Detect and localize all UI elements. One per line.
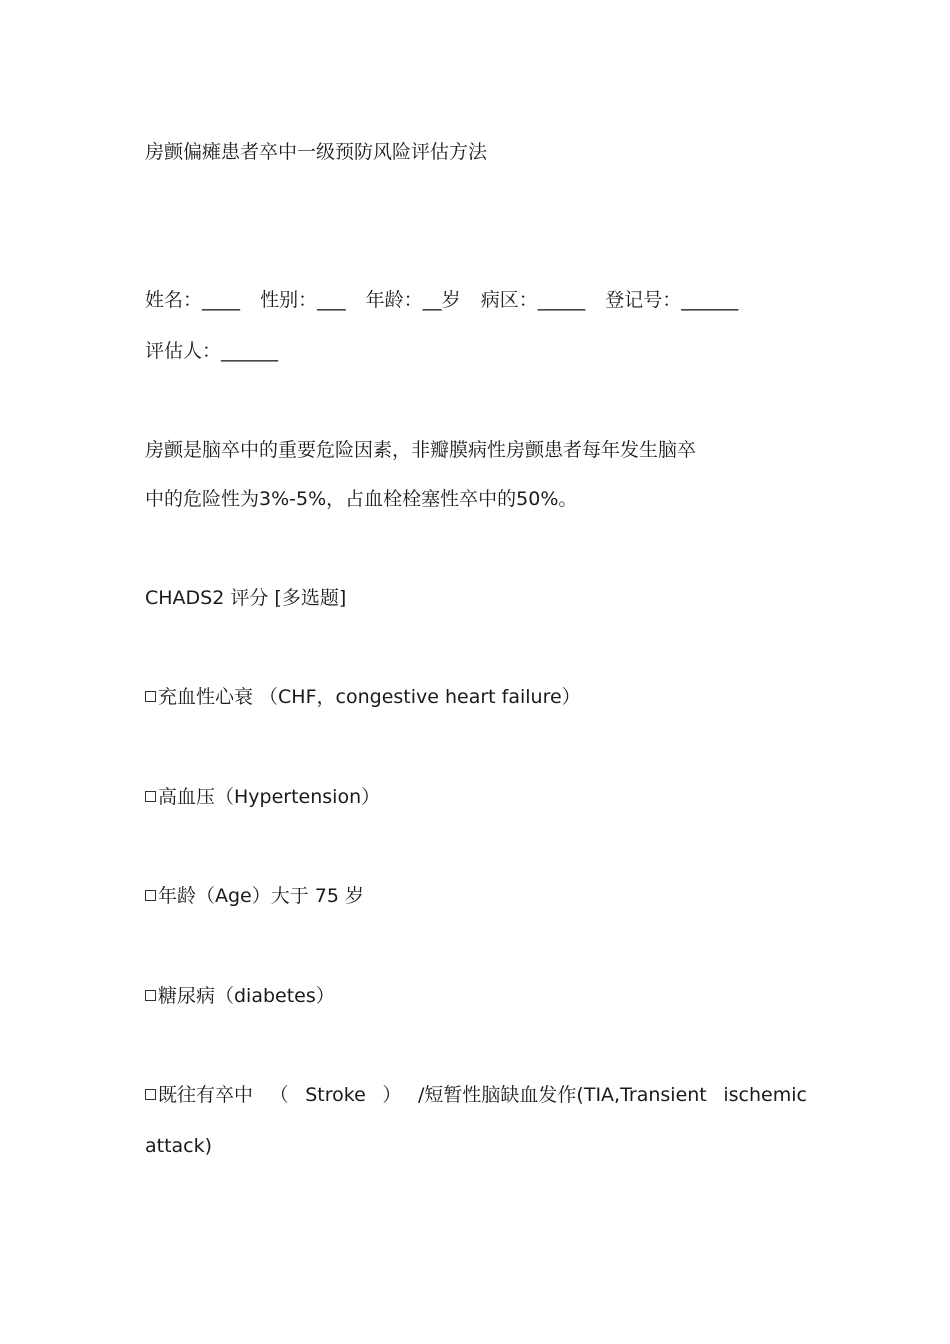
- option-label-part: Stroke: [305, 1084, 366, 1106]
- option-label-part: /短暂性脑缺血发作(TIA,Transient: [418, 1084, 707, 1106]
- name-field: 姓名：____: [145, 289, 241, 311]
- option-label: 糖尿病（diabetes）: [158, 985, 335, 1007]
- option-stroke-tia[interactable]: [145, 1082, 807, 1108]
- option-label-part: （: [269, 1084, 289, 1106]
- option-diabetes[interactable]: [145, 983, 807, 1009]
- checkbox-icon[interactable]: [145, 691, 156, 702]
- intro-paragraph-line-1: 房颤是脑卒中的重要危险因素，非瓣膜病性房颤患者每年发生脑卒: [145, 439, 697, 461]
- option-age[interactable]: [145, 883, 807, 909]
- age-field: 年龄：__岁: [365, 289, 461, 311]
- option-label: 年龄（Age）大于 75 岁: [158, 885, 365, 907]
- gender-field: 性别：___: [260, 289, 346, 311]
- checkbox-icon[interactable]: [145, 890, 156, 901]
- question-title: CHADS2 评分 [多选题]: [145, 587, 347, 609]
- checkbox-icon[interactable]: [145, 1089, 156, 1100]
- option-label-part: ischemic: [723, 1084, 807, 1106]
- ward-field: 病区：_____: [480, 289, 586, 311]
- checkbox-icon[interactable]: [145, 990, 156, 1001]
- document-title: 房颤偏瘫患者卒中一级预防风险评估方法: [145, 141, 488, 163]
- option-chf[interactable]: [145, 684, 807, 710]
- intro-paragraph-line-2: 中的危险性为3%-5%，占血栓栓塞性卒中的50%。: [145, 488, 578, 510]
- patient-info-row: [145, 287, 807, 313]
- option-stroke-tia-continued: attack): [145, 1135, 213, 1157]
- assessor-field: 评估人：______: [145, 340, 279, 362]
- option-label: 高血压（Hypertension）: [158, 786, 381, 808]
- option-label-part: 既往有卒中: [158, 1084, 254, 1106]
- option-label-part: ）: [382, 1084, 402, 1106]
- option-label: 充血性心衰 （CHF，congestive heart failure）: [158, 686, 581, 708]
- checkbox-icon[interactable]: [145, 791, 156, 802]
- registration-number-field: 登记号：______: [605, 289, 739, 311]
- option-hypertension[interactable]: [145, 784, 807, 810]
